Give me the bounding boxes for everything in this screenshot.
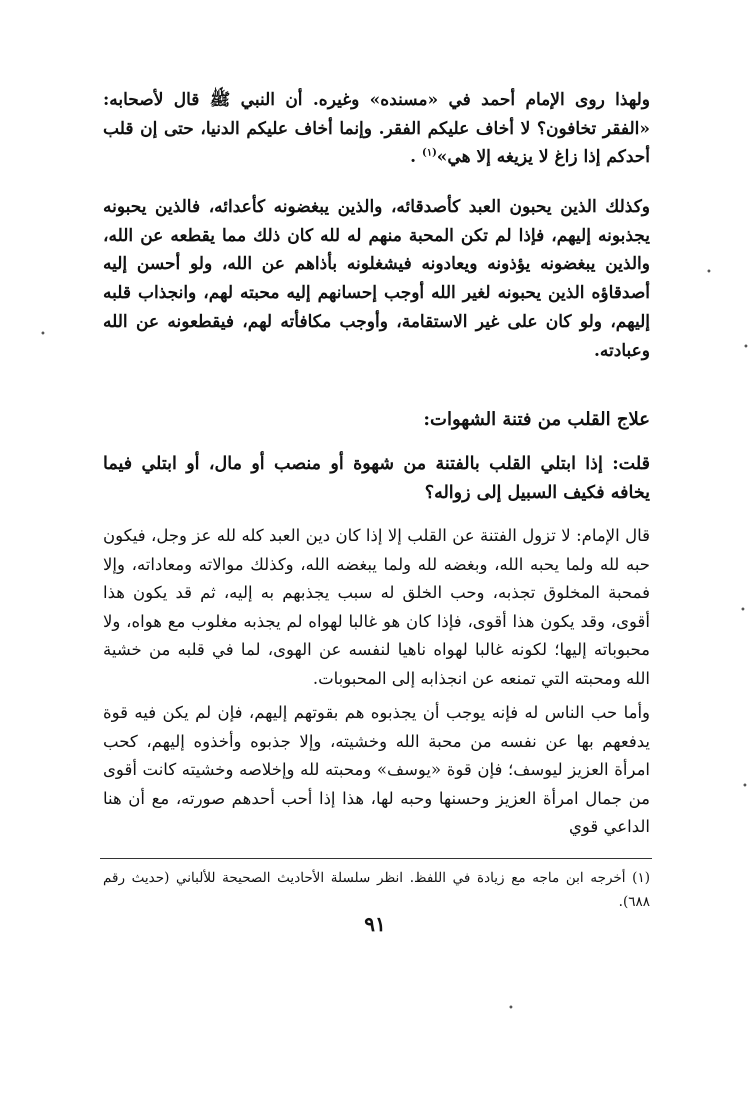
paragraph-question	[103, 450, 650, 507]
footnote: (١) أخرجه ابن ماجه مع زيادة في اللفظ. انظر سلسلة الأحاديث الصحيحة للألباني (حديث رقم ٦٨٨).	[103, 870, 650, 910]
page-number: ٩١	[364, 912, 386, 936]
margin-dot-mark: •	[742, 781, 748, 792]
question-text: إذا ابتلي القلب بالفتنة من شهوة أو منصب أو مال، أو ابتلي فيما يخافه فكيف السبيل إلى زواله؟	[103, 454, 650, 503]
margin-dot-mark: •	[743, 342, 749, 353]
section-heading: علاج القلب من فتنة الشهوات:	[423, 409, 650, 430]
footnote-reference[interactable]: (١)	[421, 147, 437, 159]
footnote-divider	[100, 858, 652, 859]
answer-lead: قال الإمام:	[576, 526, 650, 545]
margin-dot-mark: •	[508, 1003, 514, 1014]
paragraph-hadith-text: ولهذا روى الإمام أحمد في «مسنده» وغيره. أن النبي ﷺ قال لأصحابه: «الفقر تخافون؟ لا أخاف عليكم الفقر. وإنما أخاف عليكم الدنيا، حتى إن قلب أحدكم إذا زاغ لا يزيغه إلا هي»	[103, 90, 650, 168]
paragraph-imam-answer	[103, 522, 650, 694]
margin-dot-mark: •	[740, 605, 746, 616]
paragraph-love-of-people: وأما حب الناس له فإنه يوجب أن يجذبوه هم بقوتهم إليهم، فإن لم يكن فيه قوة يدفعهم بها عن نفسه من محبة الله وخشيته، وإلا جذبوه وأخذوه إليهم، كحب امرأة العزيز ليوسف؛ فإن قوة «يوسف» ومحبته لله وإخلاصه وخشيته كانت أقوى من جمال امرأة العزيز وحسنها وحبه لها، هذا إذا أحب أحدهم صورته، مع أن هنا الداعي قوي	[103, 703, 650, 837]
answer-text: لا تزول الفتنة عن القلب إلا إذا كان دين العبد كله لله عز وجل، فيكون حبه لله ولما يحبه الله، وبغضه لله ولما يبغضه الله، وكذلك موالاته ومعاداته، وإلا فمحبة المخلوق تجذبه، وحب الخلق له سبب يجذبهم به إليه، ثم قد يكون هذا أقوى، وقد يكون هذا أقوى، فإذا كان هو غالبا لهواه لم يجذبه مغلوب مع هواه، ولا محبوباته إليها؛ لكونه غالبا لهواه ناهيا لنفسه عن الهوى، لما في قلبه من خشية الله ومحبته التي تمنعه عن انجذابه إلى المحبوبات.	[103, 526, 650, 688]
margin-dot-mark: •	[706, 267, 712, 278]
margin-dot-mark: •	[40, 329, 46, 340]
paragraph-hadith-end: .	[410, 147, 422, 168]
question-lead: قلت:	[612, 454, 650, 474]
paragraph-friends-enemies: وكذلك الذين يحبون العبد كأصدقائه، والذين يبغضونه كأعدائه، فالذين يحبونه يجذبونه إليهم، فإذا لم تكن المحبة منهم له لله كان ذلك مما يقطعه عن الله، والذين يبغضونه يؤذونه ويعادونه فيشغلونه بأذاهم عن الله، ولو أحسن إليه أصدقاؤه الذين يحبونه لغير الله أوجب إحسانهم إليه محبته لهم، وانجذاب قلبه إليهم، ولو كان على غير الاستقامة، وأوجب مكافأته لهم، فيقطعونه عن الله وعبادته.	[103, 197, 650, 361]
paragraph-hadith	[103, 86, 650, 172]
